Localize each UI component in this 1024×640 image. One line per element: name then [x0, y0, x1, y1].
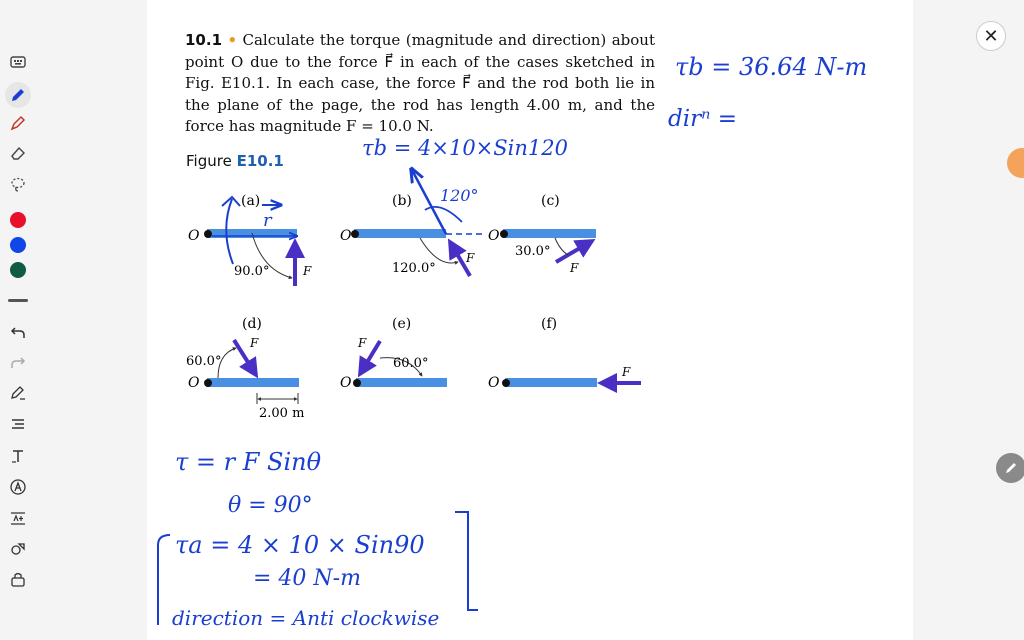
rod-e — [356, 378, 447, 387]
fig-label-e: (e) — [392, 316, 412, 332]
rod-c — [503, 229, 596, 238]
force-arrow-c — [556, 241, 592, 262]
pivot-dot-e — [353, 379, 361, 387]
angle-label-c: 30.0° — [515, 244, 551, 259]
pivot-label-d: O — [188, 375, 200, 391]
force-label-b: F — [466, 251, 475, 265]
pivot-label-f: O — [488, 375, 500, 391]
pivot-dot-c — [500, 230, 508, 238]
angle-label-d: 60.0° — [186, 354, 222, 369]
rod-b — [354, 229, 446, 238]
force-label-e: F — [358, 336, 367, 350]
hand-general-formula: τ = r F Sinθ — [175, 448, 322, 476]
angle-label-e: 60.0° — [393, 356, 429, 371]
angle-arc-c — [555, 238, 568, 255]
angle-arc-b — [420, 238, 458, 263]
edit-button[interactable] — [996, 453, 1024, 483]
pivot-label-a: O — [188, 228, 200, 244]
close-button[interactable]: ✕ — [976, 21, 1006, 51]
angle-label-b: 120.0° — [392, 261, 436, 276]
length-label-d: 2.00 m — [259, 406, 305, 421]
fig-label-b: (b) — [392, 193, 412, 209]
figure-title-prefix: Figure — [186, 152, 237, 170]
pivot-dot-f — [502, 379, 510, 387]
force-label-f: F — [622, 365, 631, 379]
force-label-d: F — [250, 336, 259, 350]
figure-number: E10.1 — [236, 152, 284, 170]
hand-left-bracket — [158, 535, 170, 625]
hand-tau-a-formula: τa = 4 × 10 × Sin90 — [175, 531, 425, 559]
hand-angle-arc-b — [425, 207, 462, 222]
fig-label-a: (a) — [241, 193, 261, 209]
force-label-c: F — [570, 261, 579, 275]
pivot-label-b: O — [340, 228, 352, 244]
hand-tau-a-result: = 40 N-m — [253, 566, 361, 591]
hand-r-label: r — [263, 210, 272, 231]
rod-d — [207, 378, 299, 387]
fig-label-c: (c) — [541, 193, 560, 209]
angle-label-a: 90.0° — [234, 264, 270, 279]
hand-theta-value: θ = 90° — [228, 493, 313, 518]
hand-direction-a: direction = Anti clockwise — [172, 606, 440, 630]
hand-direction-label: dirⁿ = — [668, 106, 737, 132]
fig-label-d: (d) — [242, 316, 262, 332]
pivot-dot-b — [351, 230, 359, 238]
hand-right-bracket — [455, 512, 478, 610]
force-label-a: F — [303, 264, 312, 278]
problem-bullet: • — [227, 31, 238, 49]
problem-number: 10.1 — [185, 31, 223, 49]
pivot-label-e: O — [340, 375, 352, 391]
edit-pencil-icon — [1004, 461, 1018, 475]
problem-text: Calculate the torque (magnitude and direction) about point O due to the force F⃗ in each of the cases sketched in Fig. E10.1. In each case, the force F⃗ and the rod both lie in the plane of the page, the rod has length 4.00 m, and the force has magnitude F = 10.0 N. — [185, 31, 655, 135]
pivot-label-c: O — [488, 228, 500, 244]
rod-f — [505, 378, 597, 387]
fig-label-f: (f) — [541, 316, 558, 332]
hand-tau-b-result: τb = 36.64 N-m — [675, 53, 868, 81]
hand-angle-120: 120° — [440, 186, 479, 205]
pivot-dot-d — [204, 379, 212, 387]
pivot-dot-a — [204, 230, 212, 238]
hand-tau-b-formula: τb = 4×10×Sin120 — [362, 136, 568, 160]
